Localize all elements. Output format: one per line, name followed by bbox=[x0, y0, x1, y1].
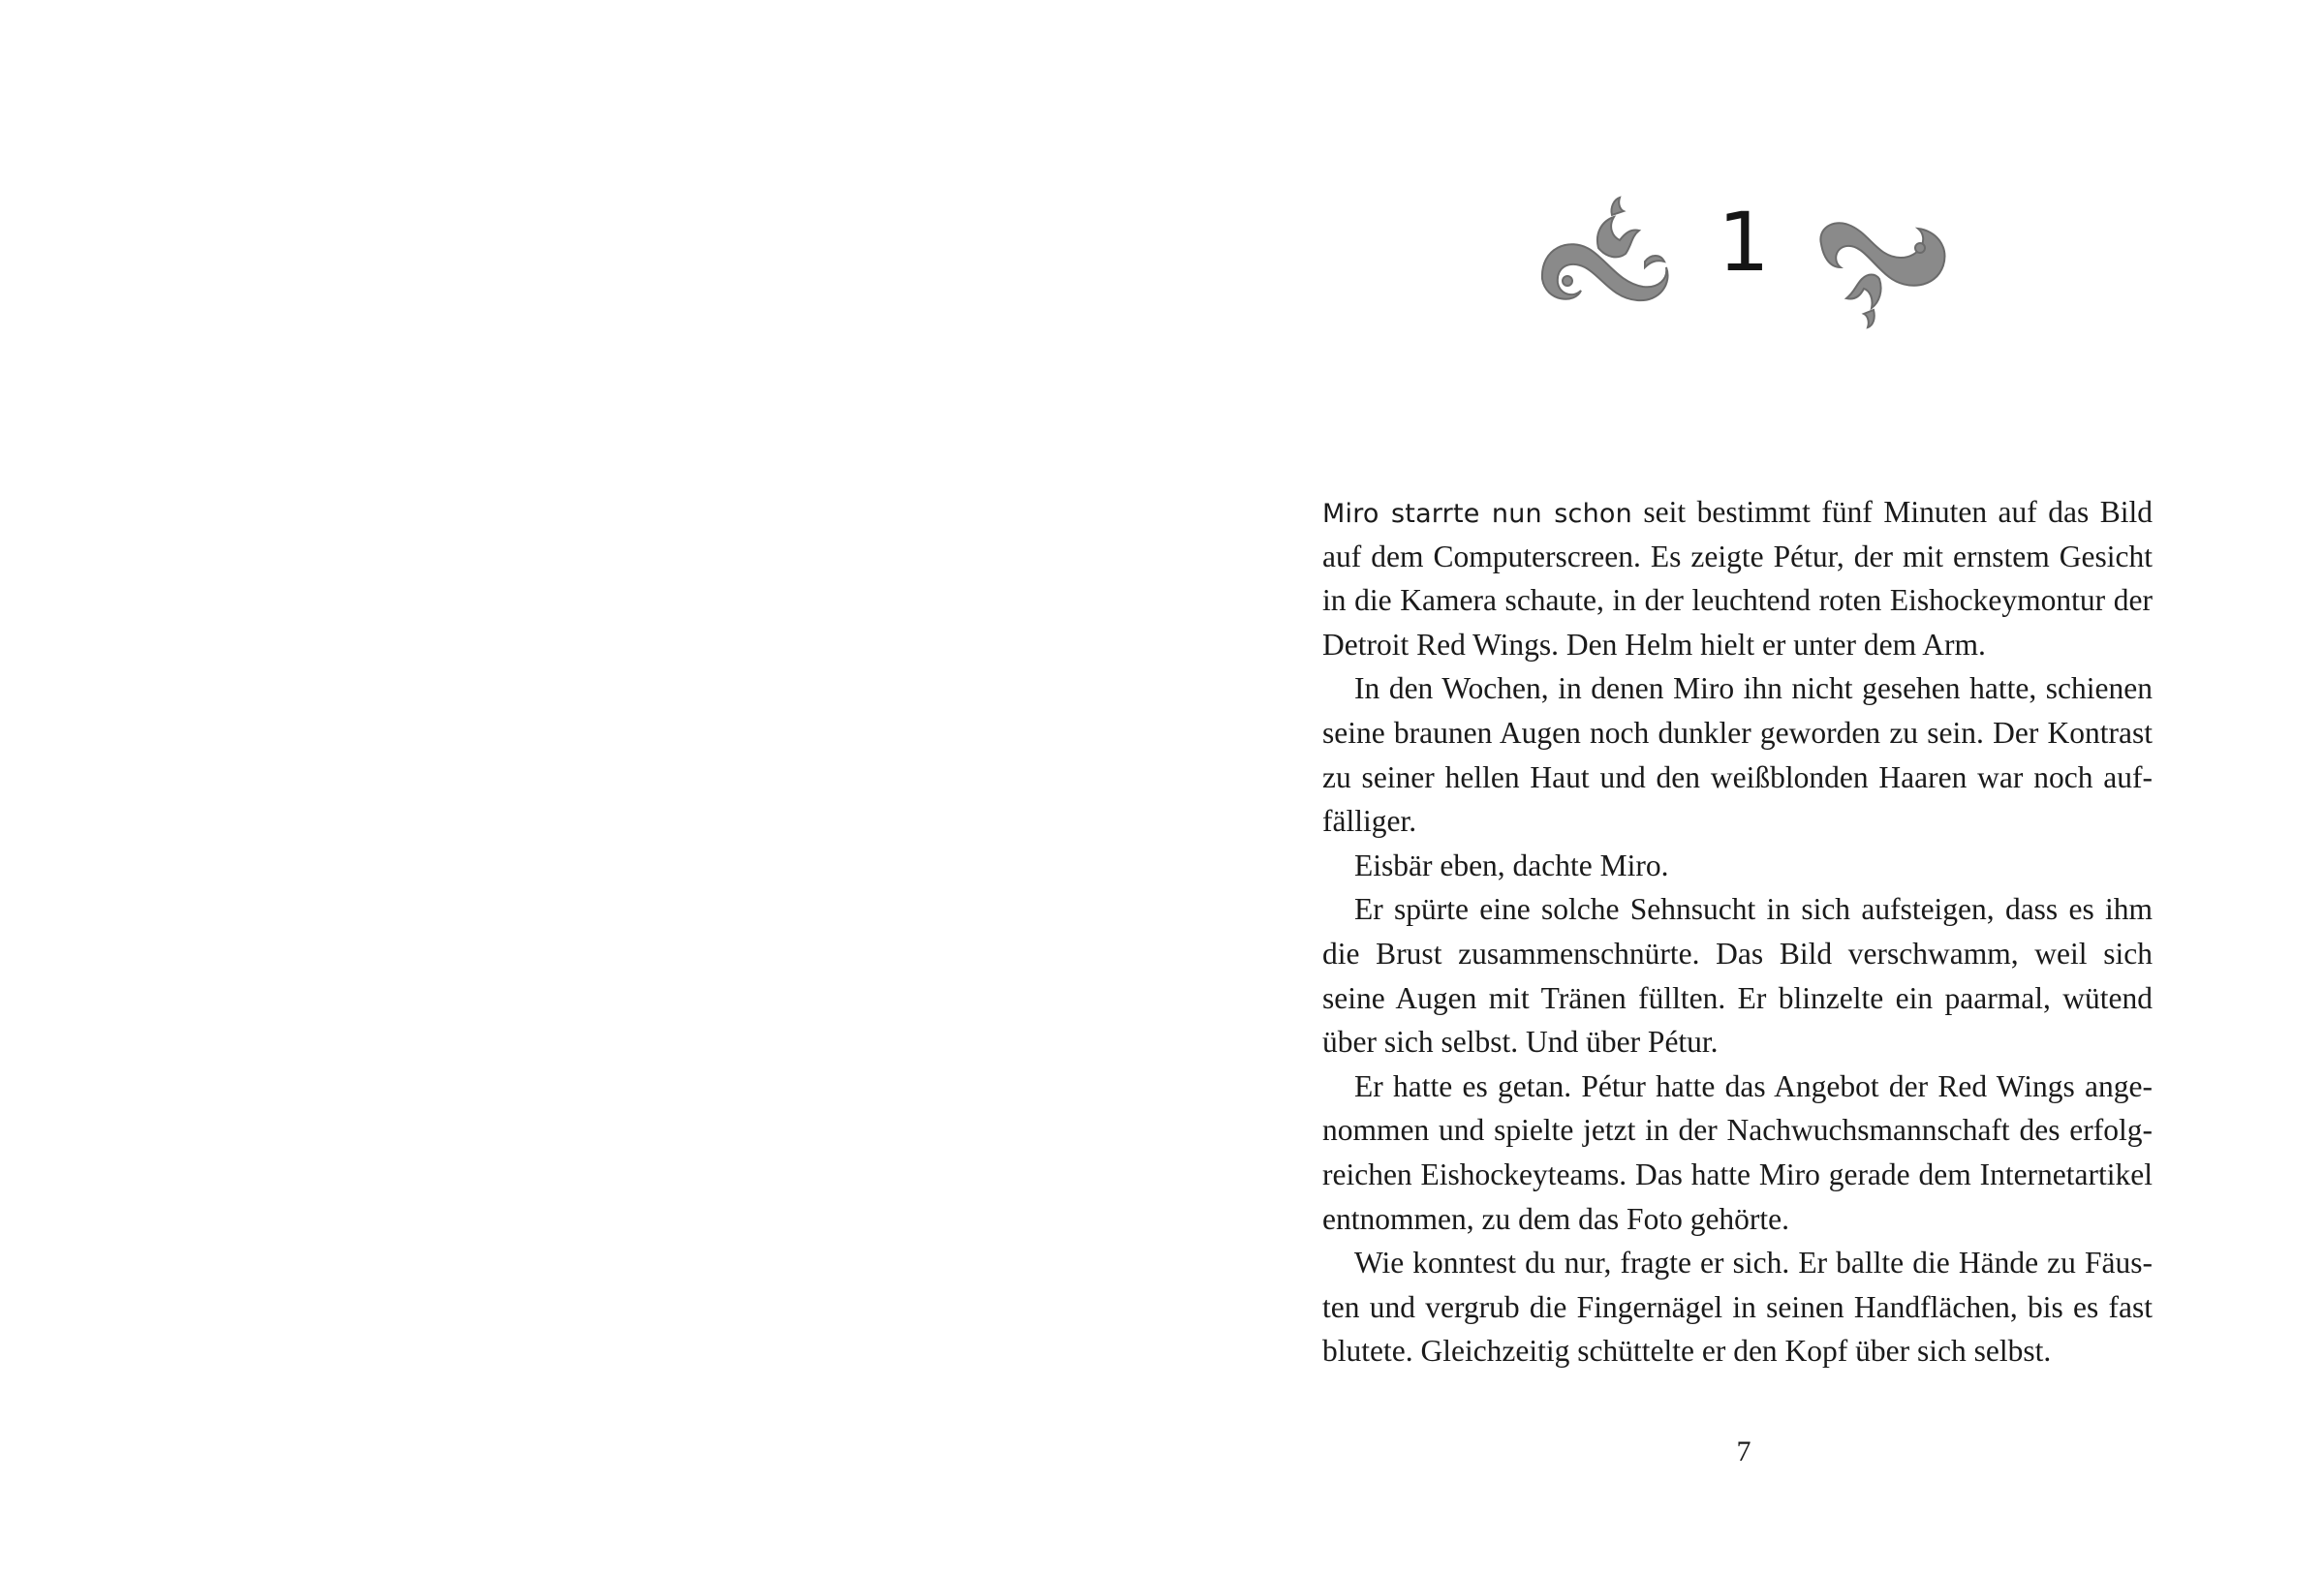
text-line: Eisbär eben, dachte Miro. bbox=[1354, 848, 1669, 882]
text-line: seine braunen Augen noch dunkler geworden zu sein. Der Kontrast bbox=[1322, 715, 2153, 750]
text-line: entnommen, zu dem das Foto gehörte. bbox=[1322, 1201, 1790, 1236]
text-line: Wie konntest du nur, fragte er sich. Er ballte die Hände zu Fäus- bbox=[1354, 1246, 2153, 1281]
paragraph-3 bbox=[1322, 844, 2153, 888]
body-text bbox=[1322, 490, 2153, 1373]
text-line: die Brust zusammenschnürte. Das Bild verschwamm, weil sich bbox=[1322, 936, 2153, 971]
text-line: Er spürte eine solche Sehnsucht in sich aufsteigen, dass es ihm bbox=[1354, 892, 2153, 927]
text-line: fälliger. bbox=[1322, 804, 1417, 839]
paragraph-5 bbox=[1322, 1065, 2153, 1241]
paragraph-1 bbox=[1322, 490, 2153, 666]
paragraph-4 bbox=[1322, 887, 2153, 1064]
page-number: 7 bbox=[1736, 1435, 1751, 1467]
swirl-ornament-icon bbox=[1531, 190, 1676, 335]
swirl-ornament-icon bbox=[1812, 190, 1957, 335]
text-line: Er hatte es getan. Pétur hatte das Angebot der Red Wings ange- bbox=[1354, 1068, 2153, 1103]
chapter-number: 1 bbox=[1718, 195, 1770, 290]
text-line: zu seiner hellen Haut und den weißblonden Haaren war noch auf- bbox=[1322, 759, 2153, 794]
text-line: auf dem Computerscreen. Es zeigte Pétur, der mit ernstem Gesicht bbox=[1322, 539, 2153, 573]
text-line: über sich selbst. Und über Pétur. bbox=[1322, 1025, 1719, 1060]
paragraph-6 bbox=[1322, 1241, 2153, 1373]
text-line: reichen Eishockeyteams. Das hatte Miro gerade dem Internetartikel bbox=[1322, 1157, 2153, 1191]
text-line: ten und vergrub die Fingernägel in seinen Handflächen, bis es fast bbox=[1322, 1289, 2153, 1324]
paragraph-2 bbox=[1322, 666, 2153, 843]
lead-in-small-caps: Miro starrte nun schon bbox=[1322, 499, 1632, 529]
chapter-heading bbox=[1531, 190, 1957, 335]
text-line: Detroit Red Wings. Den Helm hielt er unter dem Arm. bbox=[1322, 627, 1986, 662]
text-line: nommen und spielte jetzt in der Nachwuchsmannschaft des erfolg- bbox=[1322, 1113, 2153, 1148]
text-line: In den Wochen, in denen Miro ihn nicht gesehen hatte, schienen bbox=[1354, 671, 2153, 706]
text-line: Miro starrte nun schon seit bestimmt fünf Minuten auf das Bild bbox=[1322, 495, 2153, 529]
text-line: blutete. Gleichzeitig schüttelte er den Kopf über sich selbst. bbox=[1322, 1334, 2052, 1369]
text-line: seine Augen mit Tränen füllten. Er blinzelte ein paarmal, wütend bbox=[1322, 980, 2153, 1015]
text-line: in die Kamera schaute, in der leuchtend roten Eishockeymontur der bbox=[1322, 583, 2153, 618]
